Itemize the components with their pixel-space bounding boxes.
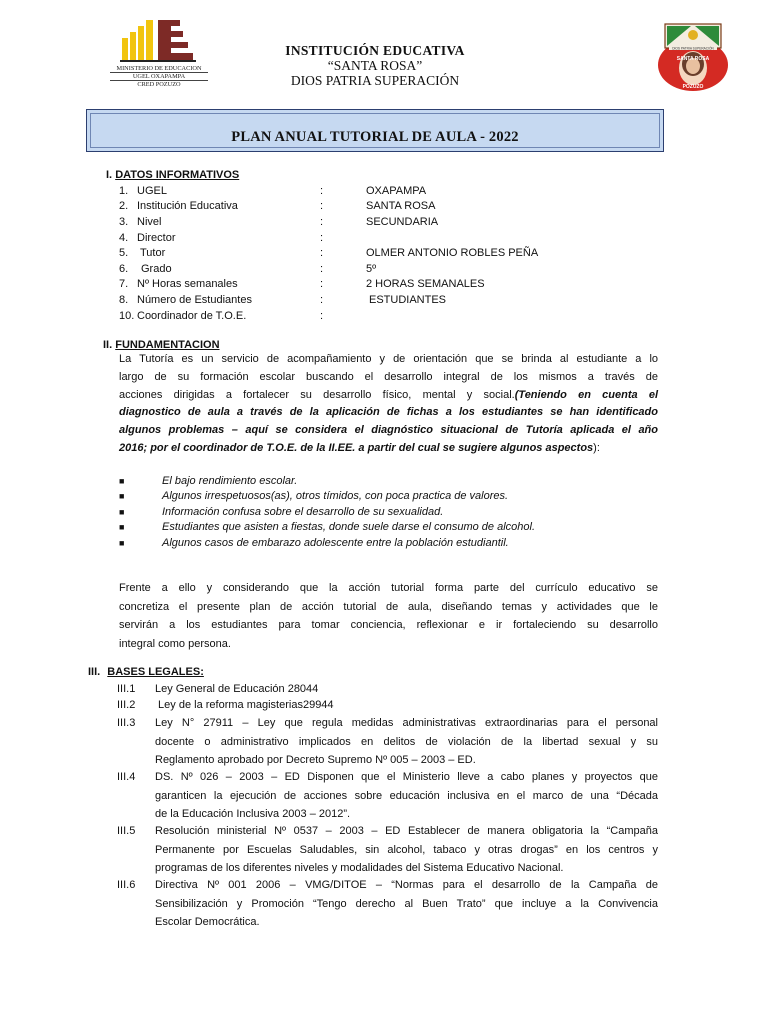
datos-value: SANTA ROSA (366, 200, 436, 212)
datos-colon: : (320, 278, 324, 290)
datos-colon: : (320, 216, 324, 228)
datos-colon: : (320, 310, 324, 322)
datos-label: Nivel (137, 216, 162, 228)
section-2-heading: II. FUNDAMENTACION (103, 339, 220, 351)
datos-row: 8. (119, 294, 129, 306)
datos-value: OLMER ANTONIO ROBLES PEÑA (366, 247, 539, 259)
datos-value: 5º (366, 263, 377, 275)
datos-colon: : (320, 294, 324, 306)
school-crest (655, 22, 731, 92)
datos-value: ESTUDIANTES (369, 294, 447, 306)
crest-icon (655, 22, 731, 92)
datos-colon: : (320, 200, 324, 212)
datos-value: SECUNDARIA (366, 216, 439, 228)
section-1-heading: I. DATOS INFORMATIVOS (106, 169, 240, 181)
datos-label: Director (137, 232, 176, 244)
legal-item-number: III.2 (117, 699, 136, 711)
datos-row: 5. (119, 247, 129, 259)
legal-item-number: III.5 (117, 825, 136, 837)
fundamentacion-paragraph: La Tutoría es un servicio de acompañamiento y de orientación que se brinda al estudiante a lo largo de su formación escolar buscando el desarrollo integral de los mismos a través de acciones dirigidas a fortalecer su desarrollo físico, mental y social.(Teniendo en cuenta el diagnostico de aula a través de la aplicación de fichas a los estudiantes se han identificado algunos problemas – aquí se considera el diagnóstico situacional de Tutoría aplicada el año 2016; por el coordinador de T.O.E. de la II.EE. a partir del cual se sugiere algunos aspectos): (119, 353, 658, 454)
datos-row: 4. (119, 232, 129, 244)
institution-title: INSTITUCIÓN EDUCATIVA (285, 43, 465, 58)
legal-item-text: Resolución ministerial Nº 0537 – 2003 – ED Establecer de manera obligatoria la “Campaña Permanente por Escuelas Saludables, sin alcohol, tabaco y otras drogas” en los centros y programas de los diferentes niveles y modalidades del Sistema Educativo Nacional. (155, 825, 658, 875)
datos-label: Tutor (140, 247, 166, 259)
document-title-box (86, 109, 664, 152)
section-3-heading: III. BASES LEGALES: (88, 666, 204, 678)
datos-colon: : (320, 263, 324, 275)
document-title: PLAN ANUAL TUTORIAL DE AULA - 2022 (231, 129, 519, 145)
conclusion-paragraph: Frente a ello y considerando que la acción tutorial forma parte del currículo educativo se concretiza el presente plan de acción tutorial de aula, diseñando temas y actividades que le servirán a los estudiantes para tomar conciencia, reflexionar e ir fortaleciendo su desarrollo integral como persona. (119, 582, 658, 650)
svg-text:POZUZO: POZUZO (682, 84, 704, 90)
institution-name: “SANTA ROSA” (327, 58, 423, 73)
datos-label: Nº Horas semanales (137, 278, 238, 290)
datos-value: OXAPAMPA (366, 185, 427, 197)
legal-item-text: Ley N° 27911 – Ley que regula medidas administrativas extraordinarias para el personal docente o administrativo implicados en delitos de violación de la libertad sexual y su Reglamento aprobado por Decreto Supremo Nº 005 – 2003 – ED. (155, 717, 658, 767)
datos-label: Grado (141, 263, 172, 275)
datos-label: Coordinador de T.O.E. (137, 310, 247, 322)
datos-row: 1. (119, 185, 129, 197)
ministry-caption: MINISTERIO DE EDUCACION UGEL OXAPAMPA CRED POZUZO (110, 65, 208, 88)
legal-item-number: III.3 (117, 717, 136, 729)
datos-value: 2 HORAS SEMANALES (366, 278, 485, 290)
legal-item-number: III.4 (117, 771, 136, 783)
ministry-logo (110, 18, 208, 94)
legal-item-number: III.1 (117, 683, 136, 695)
datos-row: 3. (119, 216, 129, 228)
datos-row: 7. (119, 278, 129, 290)
legal-item-text: DS. Nº 026 – 2003 – ED Disponen que el Ministerio lleve a cabo planes y proyectos que garanticen la ejecución de acciones sobre educación inclusiva en el marco de una “Década de la Educación Inclusiva 2003 – 2012”. (155, 771, 658, 821)
ministry-bars-icon (118, 18, 202, 64)
datos-label: Institución Educativa (137, 200, 238, 212)
legal-item-text: Ley General de Educación 28044 (155, 683, 319, 695)
svg-text:SANTA ROSA: SANTA ROSA (676, 56, 710, 62)
datos-label: Número de Estudiantes (137, 294, 252, 306)
datos-row: 10. (119, 310, 135, 322)
datos-row: 6. (119, 263, 129, 275)
datos-label: UGEL (137, 185, 167, 197)
datos-colon: : (320, 247, 324, 259)
datos-colon: : (320, 185, 324, 197)
institution-motto: DIOS PATRIA SUPERACIÓN (290, 73, 460, 88)
institution-header (240, 43, 510, 88)
legal-item-number: III.6 (117, 879, 136, 891)
svg-text:DIOS PATRIA SUPERACIÓN: DIOS PATRIA SUPERACIÓN (672, 46, 714, 51)
legal-item-text: Ley de la reforma magisterias29944 (155, 699, 334, 711)
legal-item-text: Directiva Nº 001 2006 – VMG/DITOE – “Normas para el desarrollo de la Campaña de Sensibilización y Promoción “Tengo derecho al Buen Trato” que incluye a la Convivencia Escolar Democrática. (155, 879, 658, 929)
datos-colon: : (320, 232, 324, 244)
datos-row: 2. (119, 200, 129, 212)
